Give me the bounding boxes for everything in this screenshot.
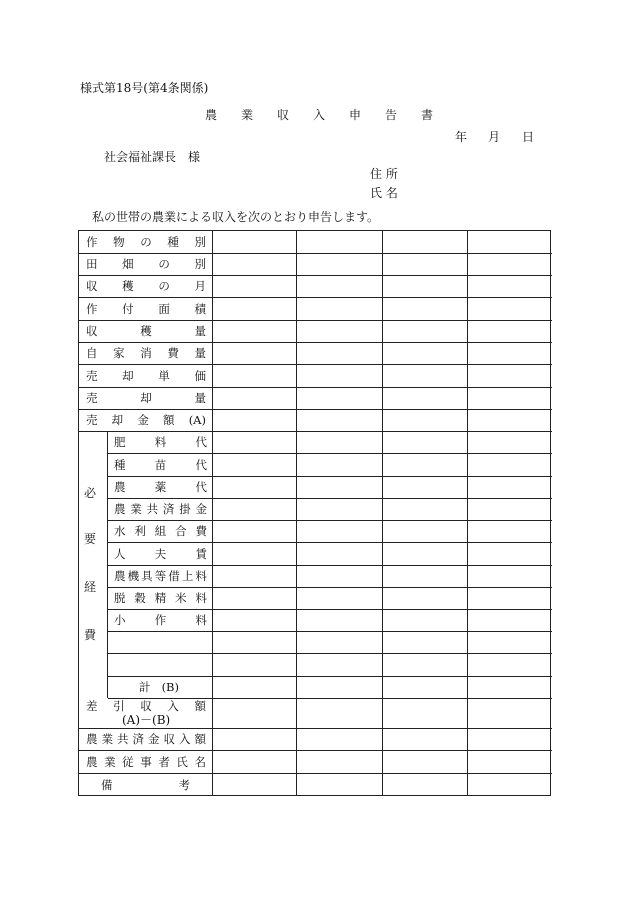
month-label: 月	[488, 130, 501, 144]
title-char: 入	[313, 108, 326, 122]
expenses-group-char: 必	[83, 486, 96, 500]
title-char: 収	[277, 108, 290, 122]
value-column-rule	[467, 230, 468, 796]
intro-text: 私の世帯の農業による収入を次のとおり申告します。	[92, 210, 380, 224]
name-label: 氏 名	[370, 186, 398, 200]
document-title	[205, 106, 457, 123]
row-label: 田 畑 の 別	[86, 257, 206, 271]
addressee: 社会福祉課長 様	[104, 150, 201, 164]
expense-label: 農 機 具 等 借 上 料	[114, 569, 207, 583]
row-rule	[108, 653, 552, 654]
farmer-name-label: 農 業 従 事 者 氏 名	[86, 754, 206, 769]
expense-label: 人 夫 賃	[114, 546, 207, 561]
year-label: 年	[455, 130, 468, 144]
difference-formula: (A)－(B)	[122, 713, 171, 727]
row-label: 自 家 消 費 量	[86, 346, 206, 360]
expense-label: 種 苗 代	[114, 457, 207, 472]
row-label: 収 穫 量	[86, 324, 206, 338]
row-rule	[108, 631, 552, 632]
form-number: 様式第18号(第4条関係)	[80, 81, 209, 95]
expense-label: 小 作 料	[114, 613, 207, 627]
row-label: 売 却 量	[86, 391, 206, 405]
expenses-group-char: 費	[83, 628, 96, 642]
mutual-aid-income-label: 農 業 共 済 金 収 入 額	[86, 732, 206, 746]
row-label: 収 穫 の 月	[86, 279, 206, 293]
expense-label: 農 薬 代	[114, 480, 207, 494]
value-column-rule	[382, 230, 383, 796]
expense-label: 脱 穀 精 米 料	[114, 591, 207, 605]
title-char: 告	[385, 108, 398, 122]
expense-subcolumn-rule	[107, 431, 108, 698]
row-label: 作 付 面 積	[86, 301, 206, 316]
title-char: 申	[349, 108, 362, 122]
row-label: 作 物 の 種 別	[86, 234, 206, 249]
title-char: 業	[241, 108, 254, 122]
row-label: 売 却 単 価	[86, 368, 206, 383]
day-label: 日	[522, 130, 535, 144]
remarks-label: 備 考	[101, 777, 190, 792]
expenses-group-char: 経	[83, 580, 96, 594]
address-label: 住 所	[370, 167, 398, 181]
expense-label: 農 業 共 済 掛 金	[114, 502, 207, 516]
row-label: 売 却 金 額 (A)	[86, 413, 206, 427]
title-char: 書	[421, 108, 434, 122]
value-column-rule	[212, 230, 213, 796]
expenses-group-char: 要	[83, 532, 96, 546]
expense-label: 肥 料 代	[114, 435, 207, 449]
value-column-rule	[296, 230, 297, 796]
subtotal-label: 計 (B)	[139, 680, 179, 694]
difference-label: 差 引 収 入 額	[86, 699, 206, 713]
expense-label: 水 利 組 合 費	[114, 524, 207, 538]
title-char: 農	[205, 108, 218, 122]
